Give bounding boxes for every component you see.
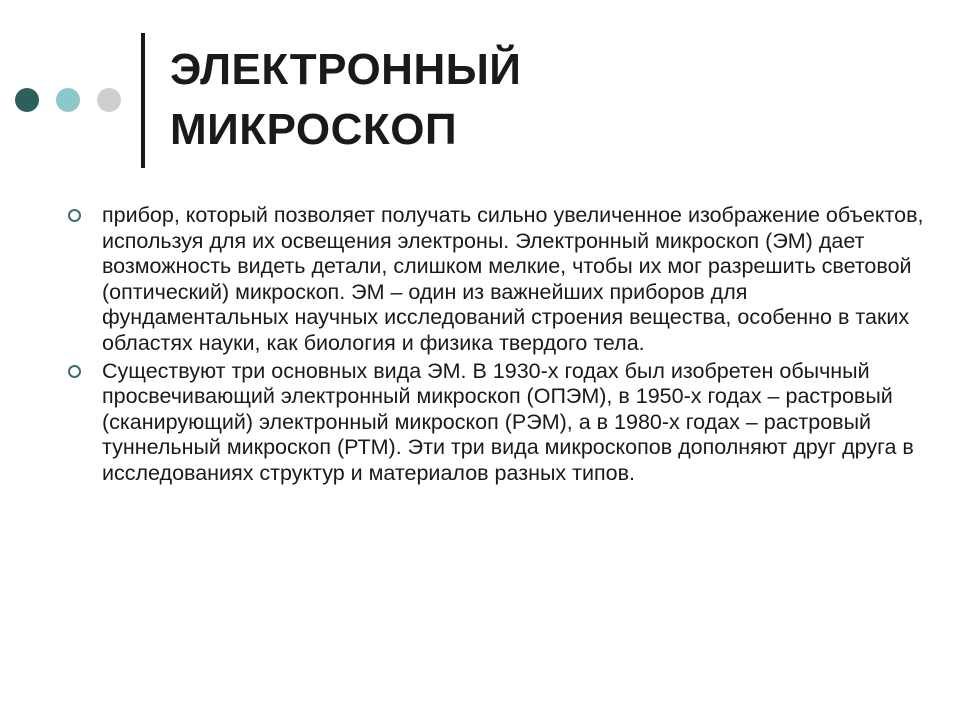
grey-dot-icon — [97, 88, 121, 112]
circle-outline-bullet-icon — [68, 209, 81, 222]
circle-outline-bullet-icon — [68, 365, 81, 378]
slide-body — [66, 203, 926, 489]
bullet-text: Существуют три основных вида ЭМ. В 1930-х годах был изобретен обычный просвечивающий электронный микроскоп (ОПЭМ), в 1950-х годах – растровый (сканирующий) электронный микроскоп (РЭМ), а в 1980-х годах – растровый туннельный микроскоп (РТМ). Эти три вида микроскопов дополняют друг друга в исследованиях структур и материалов разных типов. — [102, 358, 914, 485]
slide-title — [170, 40, 521, 160]
bullet-item — [66, 203, 926, 357]
teal-dot-icon — [56, 88, 80, 112]
bullet-item — [66, 359, 926, 487]
dark-dot-icon — [15, 88, 39, 112]
slide-title-line-1: ЭЛЕКТРОННЫЙ — [170, 45, 522, 94]
bullet-text: прибор, который позволяет получать сильно увеличенное изображение объектов, используя для их освещения электроны. Электронный микроскоп (ЭМ) дает возможность видеть детали, слишком мелкие, чтобы их мог разрешить световой (оптический) микроскоп. ЭМ – один из важнейших приборов для фундаментальных научных исследований строения вещества, особенно в таких областях науки, как биология и физика твердого тела. — [102, 203, 924, 355]
slide-title-line-2: МИКРОСКОП — [170, 105, 458, 154]
title-divider — [141, 33, 145, 168]
